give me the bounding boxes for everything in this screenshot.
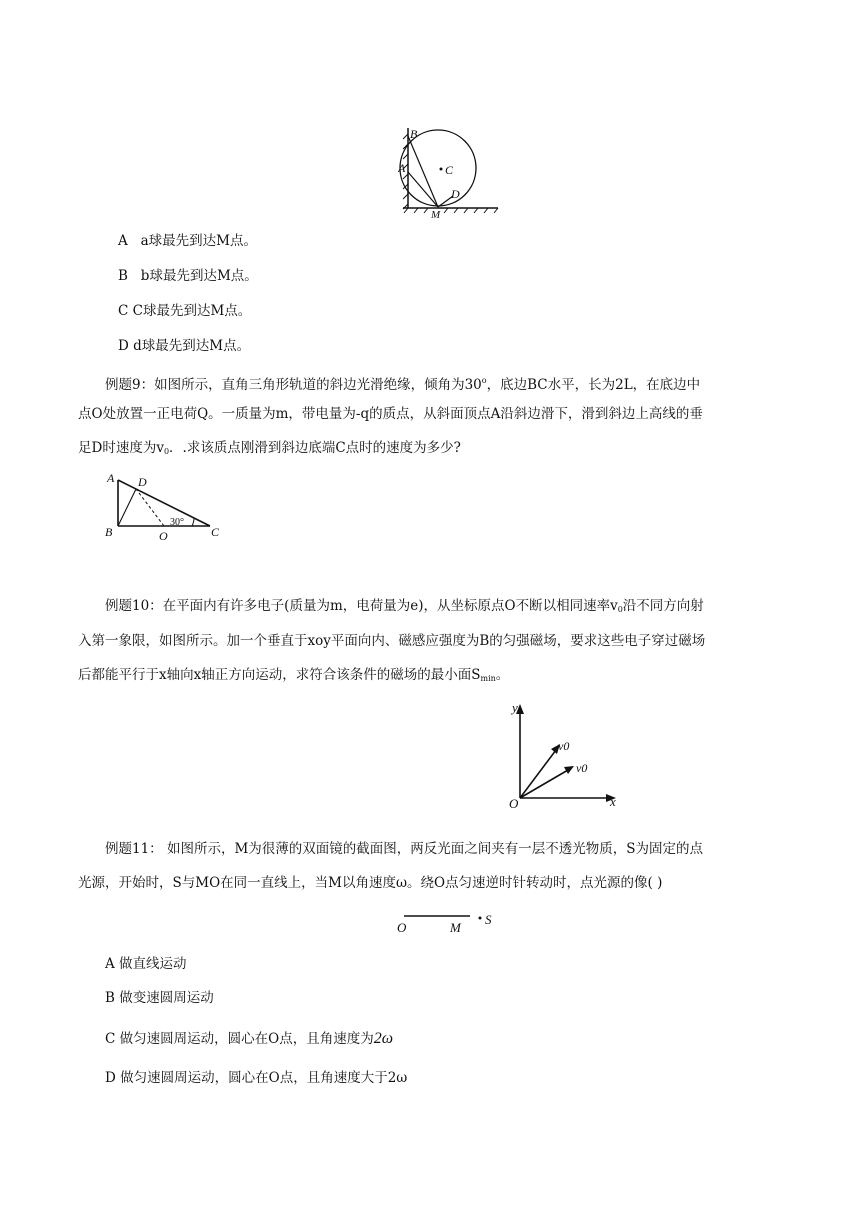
triangle-figure	[104, 470, 234, 542]
ex9-line1: 例题9：如图所示，直角三角形轨道的斜边光滑绝缘，倾角为30$^o$，底边BC水平，长为2L，在底边中	[105, 376, 701, 393]
label-A: A	[398, 161, 406, 175]
mirror-label-M: M	[450, 920, 461, 935]
circle-incline-figure	[398, 122, 502, 218]
label-B: B	[410, 127, 418, 141]
ex9-line2: 点O处放置一正电荷Q。一质量为m，带电量为-q的质点，从斜面顶点A沿斜边滑下，滑到斜边上高线的垂	[78, 406, 703, 422]
tri-label-B: B	[105, 525, 113, 539]
option-b: B b球最先到达M点。	[118, 268, 258, 284]
ex10-line2: 入第一象限，如图所示。加一个垂直于xoy平面向内、磁感应强度为B的匀强磁场，要求这些电子穿过磁场	[78, 633, 706, 649]
label-M: M	[431, 209, 441, 218]
label-C: C	[445, 163, 454, 177]
option-a: A a球最先到达M点。	[118, 233, 257, 249]
tri-label-O: O	[159, 529, 168, 542]
ex9-line3: 足D时速度为$v_0$．.求该质点刚滑到斜边底端C点时的速度为多少?	[78, 440, 461, 456]
mirror-figure	[394, 908, 500, 936]
mirror-label-S: S	[485, 912, 492, 927]
tri-label-D: D	[138, 475, 147, 489]
mirror-label-O: O	[397, 920, 407, 935]
ex10-line1: 例题10：在平面内有许多电子(质量为m，电荷量为e)，从坐标原点O不断以相同速率$v_0$沿不同方向射	[105, 598, 704, 614]
velocity-label-1: v0	[558, 739, 570, 753]
ex11-line1: 例题11： 如图所示，M为很薄的双面镜的截面图，两反光面之间夹有一层不透光物质，S为固定的点	[105, 841, 704, 857]
ex11-option-d: D 做匀速圆周运动，圆心在O点，且角速度大于2ω	[105, 1070, 408, 1086]
option-d: D d球最先到达M点。	[118, 338, 251, 354]
ex11-line2: 光源，开始时，S与MO在同一直线上，当M以角速度ω。绕O点匀速逆时针转动时，点光源的像( )	[78, 875, 663, 891]
ex11-option-c: C 做匀速圆周运动，圆心在O点，且角速度为2ω	[105, 1030, 394, 1047]
formula-2omega: 2ω	[373, 1030, 394, 1047]
axis-y-label: y	[512, 700, 518, 715]
tri-angle-label: 30°	[170, 517, 184, 528]
label-D: D	[451, 187, 460, 201]
origin-label: O	[509, 796, 519, 811]
tri-label-A: A	[107, 471, 115, 485]
ex11-option-b: B 做变速圆周运动	[105, 990, 214, 1006]
ex10-line3: 后都能平行于x轴向x轴正方向运动，求符合该条件的磁场的最小面$S_{min}$。	[78, 667, 510, 683]
ex11-option-a: A 做直线运动	[105, 956, 187, 972]
velocity-label-2: v0	[576, 761, 588, 775]
axes-figure	[506, 700, 622, 816]
option-c: C C球最先到达M点。	[118, 303, 252, 319]
tri-label-C: C	[211, 525, 220, 539]
axis-x-label: x	[610, 794, 616, 809]
